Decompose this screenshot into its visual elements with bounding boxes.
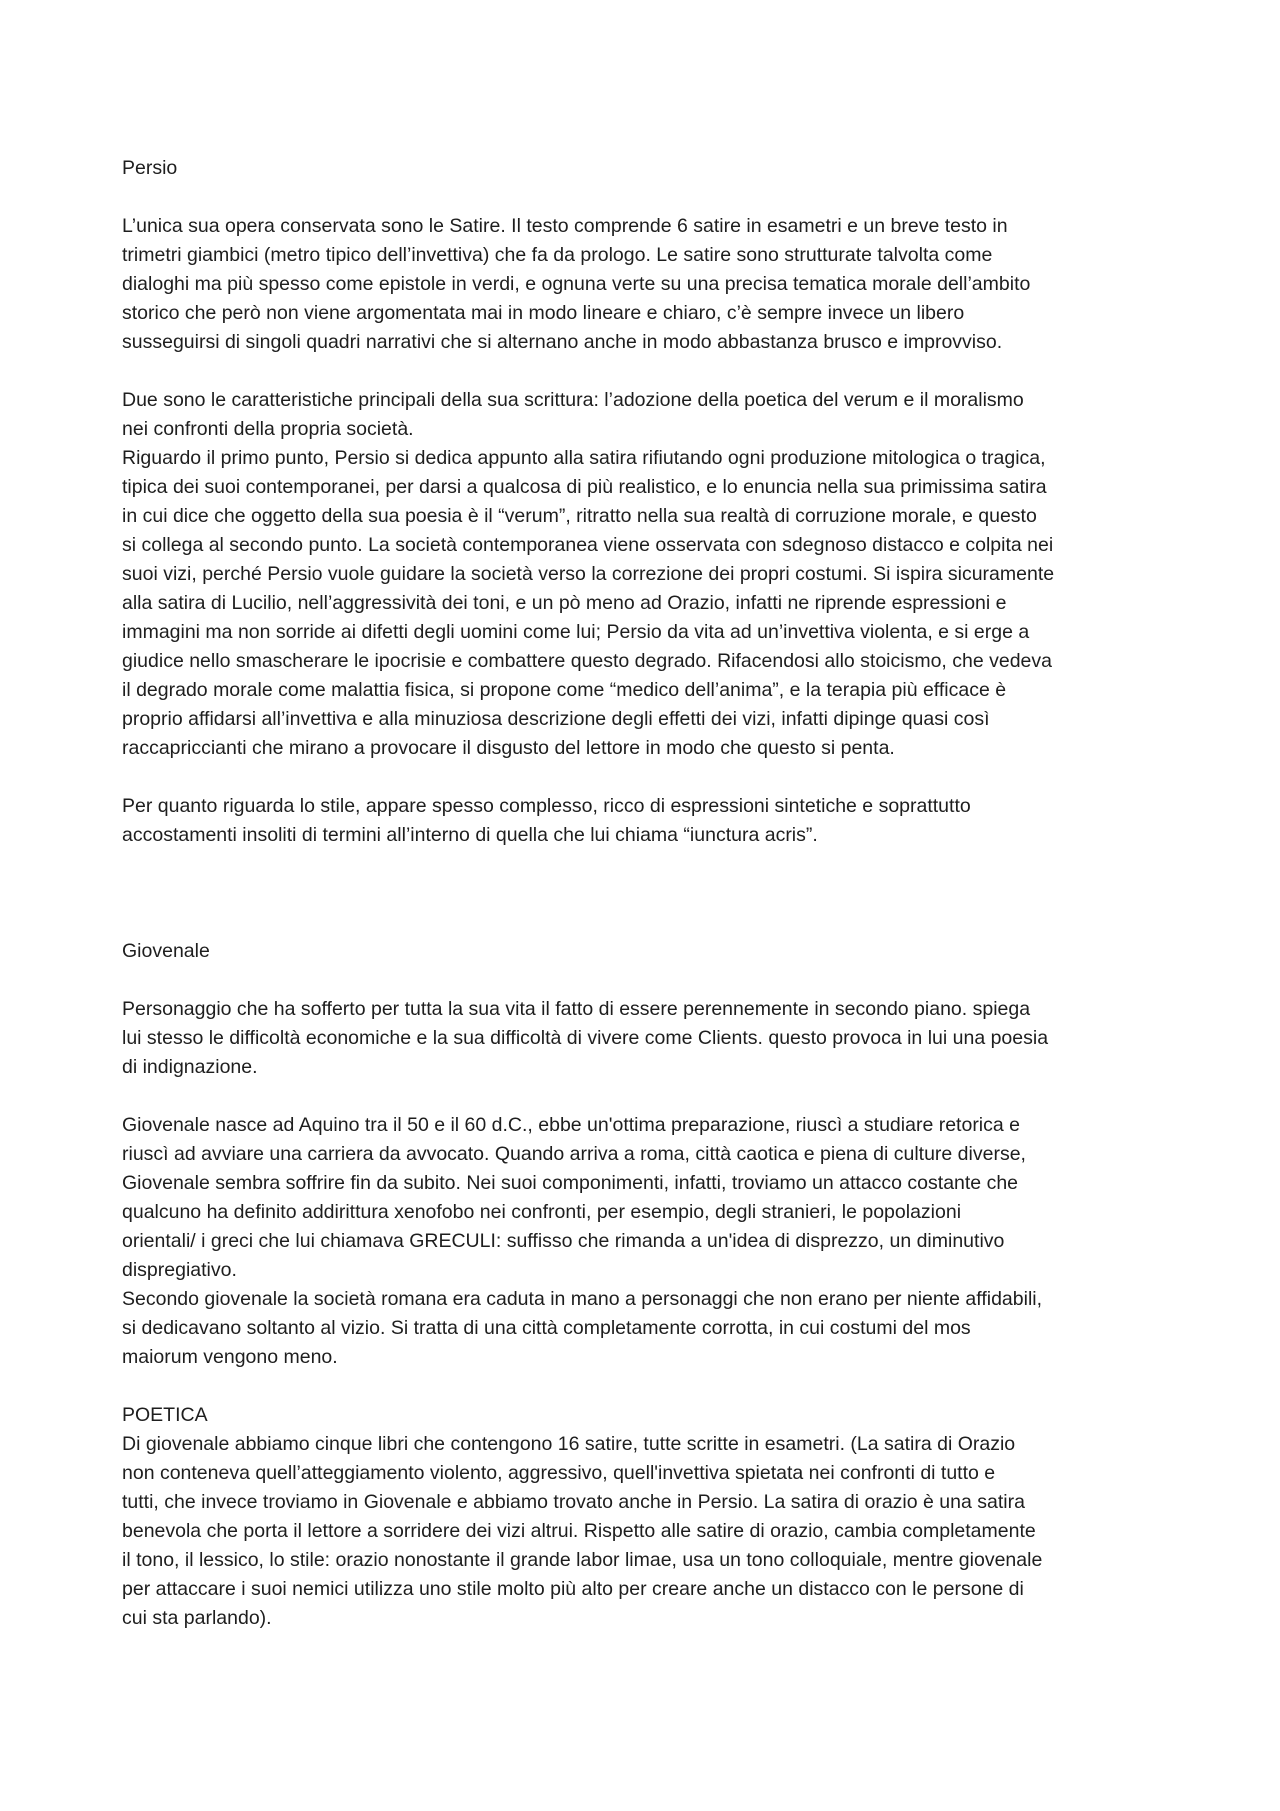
text-line: proprio affidarsi all’invettiva e alla minuziosa descrizione degli effetti dei vizi, infatti dipinge quasi così	[122, 708, 990, 730]
text-line: si collega al secondo punto. La società contemporanea viene osservata con sdegnoso distacco e colpita nei	[122, 534, 1054, 556]
section-title-persio: Persio	[122, 157, 178, 179]
text-line: suoi vizi, perché Persio vuole guidare la società verso la correzione dei propri costumi. Si ispira sicuramente	[122, 563, 1055, 585]
text-line: qualcuno ha definito addirittura xenofobo nei confronti, per esempio, degli stranieri, le popolazioni	[122, 1201, 962, 1223]
text-line: nei confronti della propria società.	[122, 418, 414, 440]
text-line: Giovenale sembra soffrire fin da subito. Nei suoi componimenti, infatti, troviamo un attacco costante che	[122, 1172, 1019, 1194]
text-line: tutti, che invece troviamo in Giovenale e abbiamo trovato anche in Persio. La satira di orazio è una satira	[122, 1491, 1025, 1513]
paragraph-persio-1	[122, 212, 1180, 357]
text-line: in cui dice che oggetto della sua poesia è il “verum”, ritratto nella sua realtà di corruzione morale, e questo	[122, 505, 1037, 527]
text-line: dispregiativo.	[122, 1259, 237, 1281]
text-line: Personaggio che ha sofferto per tutta la sua vita il fatto di essere perennemente in secondo piano. spiega	[122, 998, 1031, 1020]
text-line: si dedicavano soltanto al vizio. Si tratta di una città completamente corrotta, in cui costumi del mos	[122, 1317, 971, 1339]
paragraph-persio-3	[122, 792, 1180, 850]
text-line: Due sono le caratteristiche principali della sua scrittura: l’adozione della poetica del verum e il moralismo	[122, 389, 1024, 411]
text-line: cui sta parlando).	[122, 1607, 272, 1629]
text-line: dialoghi ma più spesso come epistole in verdi, e ognuna verte su una precisa tematica morale dell’ambito	[122, 273, 1031, 295]
paragraph-giovenale-2	[122, 1111, 1180, 1372]
text-line: accostamenti insoliti di termini all’interno di quella che lui chiama “iunctura acris”.	[122, 824, 818, 846]
text-line: il tono, il lessico, lo stile: orazio nonostante il grande labor limae, usa un tono colloquiale, mentre giovenale	[122, 1549, 1043, 1571]
text-line: il degrado morale come malattia fisica, si propone come “medico dell’anima”, e la terapia più efficace è	[122, 679, 1007, 701]
section-title-poetica: POETICA	[122, 1404, 208, 1426]
text-line: non conteneva quell’atteggiamento violento, aggressivo, quell'invettiva spietata nei confronti di tutto e	[122, 1462, 996, 1484]
text-line: maiorum vengono meno.	[122, 1346, 338, 1368]
text-line: raccapriccianti che mirano a provocare il disgusto del lettore in modo che questo si penta.	[122, 737, 895, 759]
text-line: orientali/ i greci che lui chiamava GRECULI: suffisso che rimanda a un'idea di disprezzo, un diminutivo	[122, 1230, 1005, 1252]
text-line: storico che però non viene argomentata mai in modo lineare e chiaro, c’è sempre invece un libero	[122, 302, 965, 324]
text-line: per attaccare i suoi nemici utilizza uno stile molto più alto per creare anche un distacco con le persone di	[122, 1578, 1024, 1600]
paragraph-giovenale-1	[122, 995, 1180, 1082]
text-line: Riguardo il primo punto, Persio si dedica appunto alla satira rifiutando ogni produzione mitologica o tragica,	[122, 447, 1046, 469]
text-line: giudice nello smascherare le ipocrisie e combattere questo degrado. Rifacendosi allo stoicismo, che vedeva	[122, 650, 1053, 672]
text-line: Per quanto riguarda lo stile, appare spesso complesso, ricco di espressioni sintetiche e soprattutto	[122, 795, 971, 817]
text-line: immagini ma non sorride ai difetti degli uomini come lui; Persio da vita ad un’invettiva violenta, e si erge a	[122, 621, 1030, 643]
text-line: lui stesso le difficoltà economiche e la sua difficoltà di vivere come Clients. questo provoca in lui una poesia	[122, 1027, 1049, 1049]
text-line: Secondo giovenale la società romana era caduta in mano a personaggi che non erano per niente affidabili,	[122, 1288, 1043, 1310]
text-line: benevola che porta il lettore a sorridere dei vizi altrui. Rispetto alle satire di orazio, cambia completamente	[122, 1520, 1036, 1542]
text-line: riuscì ad avviare una carriera da avvocato. Quando arriva a roma, città caotica e piena di culture diverse,	[122, 1143, 1026, 1165]
text-line: di indignazione.	[122, 1056, 258, 1078]
text-line: trimetri giambici (metro tipico dell’invettiva) che fa da prologo. Le satire sono strutturate talvolta come	[122, 244, 993, 266]
text-line: susseguirsi di singoli quadri narrativi che si alternano anche in modo abbastanza brusco e improvviso.	[122, 331, 1003, 353]
text-line: L’unica sua opera conservata sono le Satire. Il testo comprende 6 satire in esametri e un breve testo in	[122, 215, 1008, 237]
text-line: tipica dei suoi contemporanei, per darsi a qualcosa di più realistico, e lo enuncia nella sua primissima satira	[122, 476, 1047, 498]
text-line: Di giovenale abbiamo cinque libri che contengono 16 satire, tutte scritte in esametri. (La satira di Orazio	[122, 1433, 1016, 1455]
section-title-giovenale: Giovenale	[122, 940, 210, 962]
paragraph-persio-2	[122, 386, 1180, 763]
text-line: Giovenale nasce ad Aquino tra il 50 e il 60 d.C., ebbe un'ottima preparazione, riuscì a studiare retorica e	[122, 1114, 1020, 1136]
text-line: alla satira di Lucilio, nell’aggressività dei toni, e un pò meno ad Orazio, infatti ne riprende espressioni e	[122, 592, 1007, 614]
paragraph-poetica	[122, 1430, 1180, 1633]
